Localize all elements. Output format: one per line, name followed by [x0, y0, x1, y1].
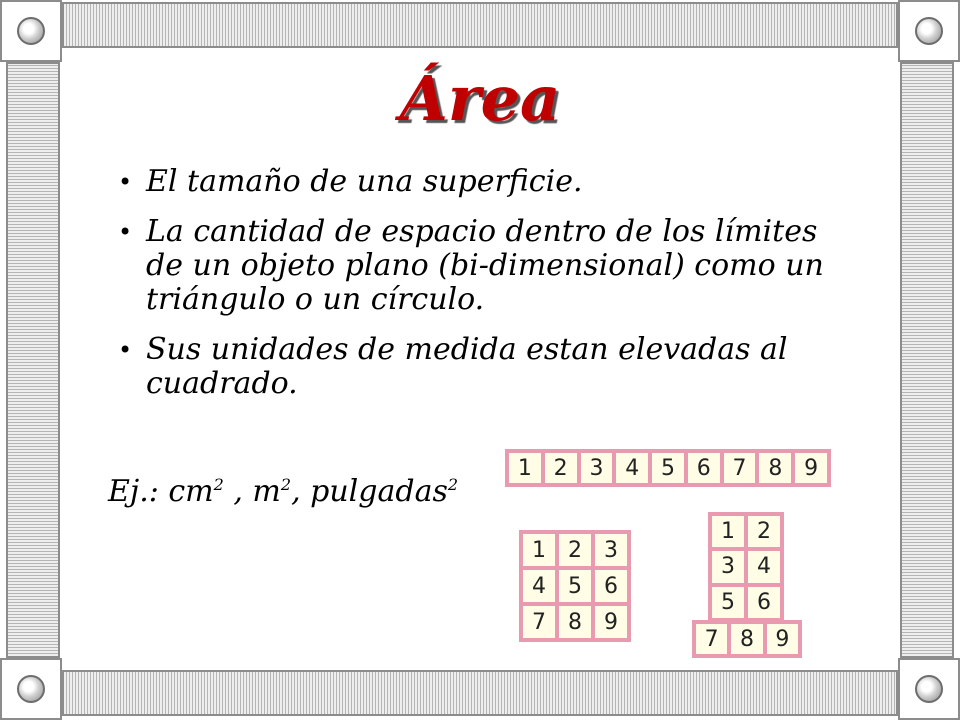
grid-cell: 3 — [579, 451, 615, 485]
exponent: 2 — [447, 475, 459, 494]
bullet-list — [110, 165, 850, 417]
grid-cell: 4 — [614, 451, 650, 485]
grid-cell: 8 — [557, 604, 593, 640]
frame-corner-bottom-left — [0, 658, 62, 720]
grid-cell: 2 — [543, 451, 579, 485]
frame-left-bar — [6, 62, 60, 658]
grid-cell: 6 — [746, 585, 782, 620]
frame-corner-bottom-right — [898, 658, 960, 720]
bullet-text: La cantidad de espacio dentro de los límites de un objeto plano (bi-dimensional) como un triángulo o un círculo. — [146, 214, 824, 317]
knob-icon — [17, 17, 45, 45]
grid-cell: 7 — [722, 451, 758, 485]
grid-cell: 6 — [686, 451, 722, 485]
bullet-icon: • — [118, 168, 133, 196]
grid-cell: 2 — [557, 532, 593, 568]
frame-bottom-bar — [62, 670, 898, 716]
bullet-item — [110, 333, 850, 401]
frame-right-bar — [900, 62, 954, 658]
frame-corner-top-right — [898, 0, 960, 62]
grid-cell: 7 — [521, 604, 557, 640]
example-sep: , m — [223, 474, 281, 509]
grid-tall-2x3 — [708, 512, 784, 622]
grid-cell: 9 — [593, 604, 629, 640]
example-units — [108, 474, 458, 509]
grid-square-3x3 — [519, 530, 631, 642]
grid-cell: 4 — [521, 568, 557, 604]
exponent: 2 — [280, 475, 292, 494]
knob-icon — [915, 17, 943, 45]
grid-cell: 1 — [507, 451, 543, 485]
grid-cell: 3 — [710, 549, 746, 584]
exponent: 2 — [213, 475, 224, 494]
bullet-text: El tamaño de una superficie. — [146, 164, 583, 199]
grid-cell: 1 — [521, 532, 557, 568]
bullet-icon: • — [118, 218, 133, 246]
grid-cell: 3 — [593, 532, 629, 568]
grid-row-1x9 — [505, 449, 831, 487]
grid-cell: 2 — [746, 514, 782, 549]
example-sep: , pulgadas — [291, 474, 448, 509]
grid-cell: 5 — [650, 451, 686, 485]
knob-icon — [915, 675, 943, 703]
slide-title: Área — [399, 62, 561, 135]
bullet-item — [110, 215, 850, 317]
grid-cell: 8 — [757, 451, 793, 485]
grid-cell: 5 — [710, 585, 746, 620]
example-prefix: Ej.: cm — [108, 474, 214, 509]
bullet-item — [110, 165, 850, 199]
bullet-text: Sus unidades de medida estan elevadas al cuadrado. — [146, 332, 788, 401]
grid-cell: 7 — [694, 622, 729, 656]
grid-cell: 4 — [746, 549, 782, 584]
grid-cell: 1 — [710, 514, 746, 549]
grid-cell: 9 — [765, 622, 800, 656]
grid-base-1x3 — [692, 620, 802, 658]
grid-cell: 5 — [557, 568, 593, 604]
grid-cell: 9 — [793, 451, 829, 485]
knob-icon — [17, 675, 45, 703]
grid-cell: 8 — [729, 622, 764, 656]
frame-top-bar — [62, 2, 898, 48]
frame-corner-top-left — [0, 0, 62, 62]
bullet-icon: • — [118, 336, 133, 364]
grid-cell: 6 — [593, 568, 629, 604]
